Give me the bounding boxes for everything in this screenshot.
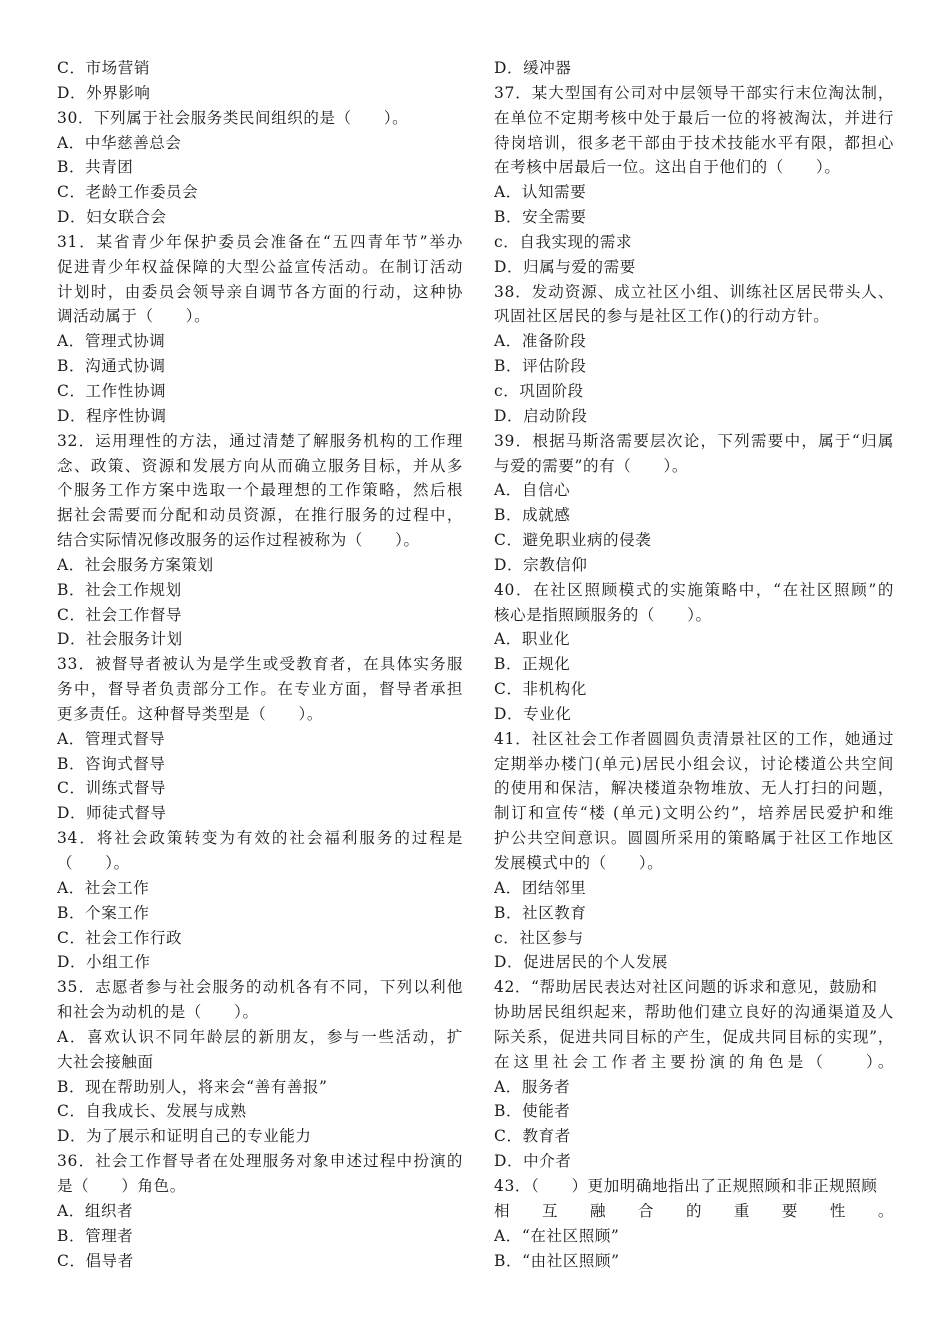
text-line: B．安全需要 xyxy=(494,208,587,227)
text-line: A．职业化 xyxy=(494,630,571,649)
text-line: 42．“帮助居民表达对社区问题的诉求和意见，鼓励和 xyxy=(494,978,878,997)
text-line: 40．在社区照顾模式的实施策略中，“在社区照顾”的 xyxy=(494,580,894,599)
text-line: 31．某省青少年保护委员会准备在“五四青年节”举办 xyxy=(57,232,463,251)
text-line: 制订和宣传“楼 (单元)文明公约”，培养居民爱护和维 xyxy=(494,804,894,823)
text-line: B．社会工作规划 xyxy=(57,580,182,599)
left-text-column xyxy=(57,56,463,1273)
text-line: 在这里社会工作者主要扮演的角色是（ ）。 xyxy=(494,1052,894,1071)
text-line: B．共青团 xyxy=(57,158,134,177)
text-line: D．启动阶段 xyxy=(494,406,588,425)
text-line: B．评估阶段 xyxy=(494,357,587,376)
text-line: A．“在社区照顾” xyxy=(494,1226,620,1245)
text-line: 念、政策、资源和发展方向从而确立服务目标，并从多 xyxy=(57,456,463,475)
text-line: B．沟通式协调 xyxy=(57,357,166,376)
right-text-column xyxy=(494,56,894,1273)
text-line: D．促进居民的个人发展 xyxy=(494,953,669,972)
text-line: A．社会服务方案策划 xyxy=(57,555,214,574)
text-line: 是（ ）角色。 xyxy=(57,1176,186,1195)
text-line: C．训练式督导 xyxy=(57,779,167,798)
text-line: D．中介者 xyxy=(494,1152,572,1171)
text-line: 和社会为动机的是（ ）。 xyxy=(57,1003,259,1022)
text-line: A．服务者 xyxy=(494,1077,571,1096)
text-line: 定期举办楼门(单元)居民小组会议，讨论楼道公共空间 xyxy=(494,754,894,773)
text-line: 在考核中居最后一位。这出自于他们的（ ）。 xyxy=(494,158,841,177)
text-line: A．中华慈善总会 xyxy=(57,133,182,152)
text-line: D．妇女联合会 xyxy=(57,208,167,227)
text-line: 个服务工作方案中选取一个最理想的工作策略，然后根 xyxy=(57,481,463,500)
text-line: 34．将社会政策转变为有效的社会福利服务的过程是 xyxy=(57,829,463,848)
text-line: 待岗培训，很多老干部由于技术技能水平有限，都担心 xyxy=(494,133,894,152)
text-line: D．程序性协调 xyxy=(57,406,167,425)
text-line: 的使用和保洁，解决楼道杂物堆放、无人打扫的问题， xyxy=(494,779,894,798)
text-line: 际关系，促进共同目标的产生，促成共同目标的实现”， xyxy=(494,1027,894,1046)
text-line: 据社会需要而分配和动员资源，在推行服务的过程中， xyxy=(57,506,463,525)
text-line: B．个案工作 xyxy=(57,903,150,922)
text-line: 促进青少年权益保障的大型公益宣传活动。在制订活动 xyxy=(57,257,463,276)
text-line: 30．下列属于社会服务类民间组织的是（ ）。 xyxy=(57,108,409,127)
text-line: c．巩固阶段 xyxy=(494,381,584,400)
text-line: 发展模式中的（ ）。 xyxy=(494,854,664,872)
text-line: A．喜欢认识不同年龄层的新朋友，参与一些活动，扩 xyxy=(57,1027,463,1046)
text-line: 39．根据马斯洛需要层次论，下列需要中，属于“归属 xyxy=(494,431,894,450)
text-line: D．师徒式督导 xyxy=(57,804,167,823)
text-line: 务中，督导者负责部分工作。在专业方面，督导者承担 xyxy=(57,680,463,699)
text-line: 更多责任。这种督导类型是（ ）。 xyxy=(57,704,323,723)
text-line: A．准备阶段 xyxy=(494,332,587,351)
text-line: D．社会服务计划 xyxy=(57,630,183,649)
text-line: 核心是指照顾服务的（ ）。 xyxy=(494,605,712,624)
text-line: C．社会工作行政 xyxy=(57,928,183,947)
text-line: B．管理者 xyxy=(57,1226,134,1245)
text-line: 35．志愿者参与社会服务的动机各有不同，下列以利他 xyxy=(57,978,463,997)
text-line: 大社会接触面 xyxy=(57,1052,154,1071)
text-line: D．专业化 xyxy=(494,704,572,723)
text-line: A．管理式督导 xyxy=(57,729,166,748)
text-line: B．现在帮助别人，将来会“善有善报” xyxy=(57,1077,328,1096)
text-line: （ ）。 xyxy=(57,854,130,872)
text-line: 32．运用理性的方法，通过清楚了解服务机构的工作理 xyxy=(57,431,463,450)
text-line: C．社会工作督导 xyxy=(57,605,183,624)
text-line: D．外界影响 xyxy=(57,83,151,102)
text-line: A．社会工作 xyxy=(57,878,150,897)
text-line: B．正规化 xyxy=(494,655,571,674)
text-line: c．社区参与 xyxy=(494,928,584,947)
text-line: 43．（ ）更加明确地指出了正规照顾和非正规照顾 xyxy=(494,1176,878,1195)
text-line: D．小组工作 xyxy=(57,953,151,972)
text-line: D．归属与爱的需要 xyxy=(494,257,636,276)
text-line: 护公共空间意识。圆圆所采用的策略属于社区工作地区 xyxy=(494,829,894,848)
text-line: 相互融合的重要性。 xyxy=(494,1201,894,1220)
text-line: C．市场营销 xyxy=(57,59,150,77)
text-line: D．缓冲器 xyxy=(494,59,572,77)
text-line: 36．社会工作督导者在处理服务对象申述过程中扮演的 xyxy=(57,1152,463,1171)
text-line: 在单位不定期考核中处于最后一位的将被淘汰，并进行 xyxy=(494,108,894,127)
text-line: B．社区教育 xyxy=(494,903,587,922)
text-line: 调活动属于（ ）。 xyxy=(57,307,211,326)
text-line: B．“由社区照顾” xyxy=(494,1251,620,1270)
text-line: 协助居民组织起来，帮助他们建立良好的沟通渠道及人 xyxy=(494,1003,894,1022)
text-line: A．自信心 xyxy=(494,481,571,500)
text-line: 结合实际情况修改服务的运作过程被称为（ ）。 xyxy=(57,531,420,550)
text-line: 与爱的需要”的有（ ）。 xyxy=(494,456,688,475)
text-line: 37．某大型国有公司对中层领导干部实行末位淘汰制， xyxy=(494,83,894,102)
text-line: A．认知需要 xyxy=(494,183,587,202)
text-line: D．宗教信仰 xyxy=(494,555,588,574)
text-line: C．工作性协调 xyxy=(57,381,167,400)
text-line: 计划时，由委员会领导亲自调节各方面的行动，这种协 xyxy=(57,282,463,301)
text-line: C．教育者 xyxy=(494,1127,571,1146)
text-line: B．咨询式督导 xyxy=(57,754,166,773)
text-line: D．为了展示和证明自己的专业能力 xyxy=(57,1127,312,1146)
text-line: C．倡导者 xyxy=(57,1251,134,1270)
text-line: A．管理式协调 xyxy=(57,332,166,351)
text-line: C．自我成长、发展与成熟 xyxy=(57,1102,247,1121)
text-line: A．组织者 xyxy=(57,1201,134,1220)
text-line: 33．被督导者被认为是学生或受教育者，在具体实务服 xyxy=(57,655,463,674)
text-line: 41．社区社会工作者圆圆负责清景社区的工作，她通过 xyxy=(494,729,894,748)
text-line: C．避免职业病的侵袭 xyxy=(494,531,652,550)
text-line: B．使能者 xyxy=(494,1102,571,1121)
text-line: B．成就感 xyxy=(494,506,571,525)
text-line: 巩固社区居民的参与是社区工作()的行动方针。 xyxy=(494,307,830,326)
text-line: C．非机构化 xyxy=(494,680,587,699)
text-line: c．自我实现的需求 xyxy=(494,232,633,251)
text-line: C．老龄工作委员会 xyxy=(57,183,199,202)
text-line: 38．发动资源、成立社区小组、训练社区居民带头人、 xyxy=(494,282,894,301)
text-line: A．团结邻里 xyxy=(494,878,587,897)
